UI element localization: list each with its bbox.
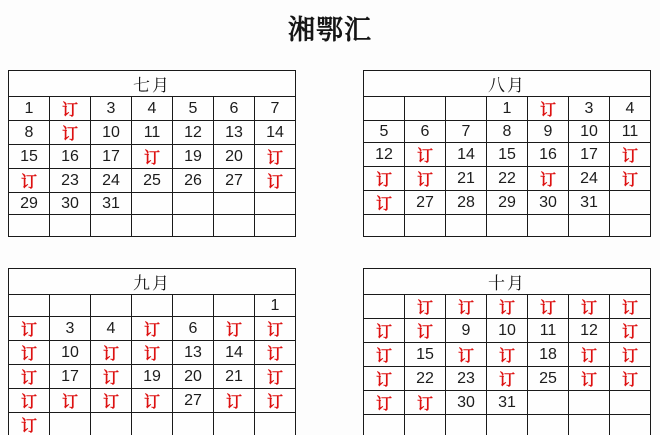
- booked-cell: 订: [405, 167, 446, 191]
- day-cell: 7: [255, 97, 296, 121]
- day-cell: 4: [91, 317, 132, 341]
- empty-cell: [173, 295, 214, 317]
- booked-cell: 订: [255, 169, 296, 193]
- booked-cell: 订: [487, 367, 528, 391]
- calendar-week-row: [364, 167, 651, 191]
- booked-cell: 订: [610, 367, 651, 391]
- day-cell: 27: [214, 169, 255, 193]
- empty-cell: [610, 191, 651, 215]
- booked-cell: 订: [405, 295, 446, 319]
- day-cell: 14: [214, 341, 255, 365]
- booked-cell: 订: [610, 167, 651, 191]
- calendar-week-row: [364, 367, 651, 391]
- booked-cell: 订: [255, 365, 296, 389]
- day-cell: 3: [569, 97, 610, 121]
- calendar-week-row: [9, 145, 296, 169]
- day-cell: 27: [405, 191, 446, 215]
- day-cell: 21: [214, 365, 255, 389]
- day-cell: 22: [405, 367, 446, 391]
- day-cell: 25: [132, 169, 173, 193]
- day-cell: 1: [255, 295, 296, 317]
- day-cell: 29: [9, 193, 50, 215]
- calendar-week-row: [364, 343, 651, 367]
- day-cell: 16: [50, 145, 91, 169]
- empty-cell: [528, 215, 569, 237]
- day-cell: 24: [569, 167, 610, 191]
- calendar-week-row: [364, 391, 651, 415]
- day-cell: 30: [50, 193, 91, 215]
- day-cell: 12: [173, 121, 214, 145]
- booked-cell: 订: [50, 97, 91, 121]
- day-cell: 6: [214, 97, 255, 121]
- booked-cell: 订: [446, 295, 487, 319]
- booked-cell: 订: [132, 341, 173, 365]
- empty-cell: [446, 415, 487, 435]
- booked-cell: 订: [255, 341, 296, 365]
- calendar-week-row: [364, 121, 651, 143]
- day-cell: 22: [487, 167, 528, 191]
- booked-cell: 订: [132, 145, 173, 169]
- day-cell: 27: [173, 389, 214, 413]
- booked-cell: 订: [405, 319, 446, 343]
- day-cell: 9: [528, 121, 569, 143]
- booked-cell: 订: [132, 317, 173, 341]
- empty-cell: [364, 97, 405, 121]
- booked-cell: 订: [487, 295, 528, 319]
- calendar-week-row: [364, 319, 651, 343]
- booked-cell: 订: [569, 343, 610, 367]
- day-cell: 23: [50, 169, 91, 193]
- day-cell: 28: [446, 191, 487, 215]
- empty-cell: [91, 215, 132, 237]
- booked-cell: 订: [610, 295, 651, 319]
- booked-cell: 订: [364, 319, 405, 343]
- calendar-week-row: [9, 295, 296, 317]
- calendar-week-row: [9, 365, 296, 389]
- month-header-row: [364, 71, 651, 97]
- booked-cell: 订: [610, 143, 651, 167]
- empty-cell: [610, 415, 651, 435]
- month-header-row: [364, 269, 651, 295]
- day-cell: 11: [610, 121, 651, 143]
- day-cell: 15: [487, 143, 528, 167]
- empty-cell: [214, 295, 255, 317]
- day-cell: 11: [132, 121, 173, 145]
- empty-cell: [9, 295, 50, 317]
- booked-cell: 订: [569, 367, 610, 391]
- empty-cell: [487, 215, 528, 237]
- booked-cell: 订: [214, 389, 255, 413]
- calendar-week-row: [9, 193, 296, 215]
- month-header-row: [9, 71, 296, 97]
- booked-cell: 订: [50, 121, 91, 145]
- day-cell: 18: [528, 343, 569, 367]
- empty-cell: [364, 295, 405, 319]
- day-cell: 6: [405, 121, 446, 143]
- day-cell: 4: [610, 97, 651, 121]
- day-cell: 13: [173, 341, 214, 365]
- day-cell: 17: [569, 143, 610, 167]
- empty-cell: [132, 215, 173, 237]
- day-cell: 5: [173, 97, 214, 121]
- empty-cell: [91, 295, 132, 317]
- booked-cell: 订: [487, 343, 528, 367]
- booked-cell: 订: [364, 367, 405, 391]
- booked-cell: 订: [9, 389, 50, 413]
- empty-cell: [405, 415, 446, 435]
- empty-cell: [132, 193, 173, 215]
- day-cell: 4: [132, 97, 173, 121]
- calendar-week-row: [364, 143, 651, 167]
- day-cell: 19: [132, 365, 173, 389]
- booked-cell: 订: [364, 191, 405, 215]
- day-cell: 14: [446, 143, 487, 167]
- empty-cell: [214, 193, 255, 215]
- empty-cell: [9, 215, 50, 237]
- calendar-week-row: [364, 215, 651, 237]
- day-cell: 24: [91, 169, 132, 193]
- day-cell: 16: [528, 143, 569, 167]
- month-header-august: 八月: [364, 71, 651, 97]
- day-cell: 5: [364, 121, 405, 143]
- empty-cell: [446, 97, 487, 121]
- day-cell: 1: [487, 97, 528, 121]
- booked-cell: 订: [610, 319, 651, 343]
- empty-cell: [173, 215, 214, 237]
- day-cell: 9: [446, 319, 487, 343]
- day-cell: 15: [405, 343, 446, 367]
- booked-cell: 订: [91, 341, 132, 365]
- day-cell: 31: [569, 191, 610, 215]
- empty-cell: [569, 391, 610, 415]
- booked-cell: 订: [255, 317, 296, 341]
- day-cell: 17: [50, 365, 91, 389]
- day-cell: 30: [446, 391, 487, 415]
- booked-cell: 订: [528, 295, 569, 319]
- empty-cell: [255, 413, 296, 435]
- empty-cell: [528, 415, 569, 435]
- empty-cell: [610, 215, 651, 237]
- booked-cell: 订: [610, 343, 651, 367]
- day-cell: 21: [446, 167, 487, 191]
- month-header-row: [9, 269, 296, 295]
- calendar-week-row: [364, 191, 651, 215]
- calendar-week-row: [9, 97, 296, 121]
- calendar-week-row: [9, 389, 296, 413]
- empty-cell: [214, 215, 255, 237]
- calendar-week-row: [9, 413, 296, 435]
- day-cell: 23: [446, 367, 487, 391]
- empty-cell: [50, 295, 91, 317]
- day-cell: 14: [255, 121, 296, 145]
- booked-cell: 订: [50, 389, 91, 413]
- booked-cell: 订: [446, 343, 487, 367]
- day-cell: 10: [91, 121, 132, 145]
- empty-cell: [173, 193, 214, 215]
- calendar-body-july: [9, 97, 296, 237]
- day-cell: 25: [528, 367, 569, 391]
- day-cell: 10: [50, 341, 91, 365]
- empty-cell: [91, 413, 132, 435]
- booked-cell: 订: [9, 169, 50, 193]
- calendar-body-october: [364, 295, 651, 435]
- empty-cell: [487, 415, 528, 435]
- booked-cell: 订: [569, 295, 610, 319]
- day-cell: 29: [487, 191, 528, 215]
- day-cell: 3: [91, 97, 132, 121]
- day-cell: 8: [9, 121, 50, 145]
- empty-cell: [405, 215, 446, 237]
- page-title: 湘鄂汇: [288, 15, 372, 45]
- day-cell: 19: [173, 145, 214, 169]
- empty-cell: [446, 215, 487, 237]
- day-cell: 1: [9, 97, 50, 121]
- day-cell: 13: [214, 121, 255, 145]
- booked-cell: 订: [214, 317, 255, 341]
- month-header-october: 十月: [364, 269, 651, 295]
- empty-cell: [364, 215, 405, 237]
- booked-cell: 订: [91, 389, 132, 413]
- booked-cell: 订: [405, 143, 446, 167]
- month-header-september: 九月: [9, 269, 296, 295]
- calendar-table-august: [363, 70, 651, 237]
- empty-cell: [50, 413, 91, 435]
- calendar-week-row: [9, 169, 296, 193]
- booked-cell: 订: [9, 413, 50, 435]
- empty-cell: [132, 413, 173, 435]
- booked-cell: 订: [255, 145, 296, 169]
- day-cell: 20: [214, 145, 255, 169]
- calendar-body-august: [364, 97, 651, 237]
- day-cell: 17: [91, 145, 132, 169]
- calendar-table-september: [8, 268, 296, 435]
- empty-cell: [132, 295, 173, 317]
- day-cell: 12: [364, 143, 405, 167]
- day-cell: 26: [173, 169, 214, 193]
- calendar-table-july: [8, 70, 296, 237]
- calendar-week-row: [9, 317, 296, 341]
- booked-cell: 订: [364, 391, 405, 415]
- booked-cell: 订: [9, 317, 50, 341]
- booked-cell: 订: [528, 97, 569, 121]
- calendar-week-row: [9, 215, 296, 237]
- empty-cell: [173, 413, 214, 435]
- booked-cell: 订: [9, 365, 50, 389]
- booked-cell: 订: [255, 389, 296, 413]
- day-cell: 31: [487, 391, 528, 415]
- empty-cell: [255, 193, 296, 215]
- day-cell: 11: [528, 319, 569, 343]
- calendar-week-row: [364, 415, 651, 435]
- booked-cell: 订: [528, 167, 569, 191]
- calendar-body-september: [9, 295, 296, 435]
- booked-cell: 订: [364, 343, 405, 367]
- booked-cell: 订: [132, 389, 173, 413]
- calendar-week-row: [9, 341, 296, 365]
- day-cell: 12: [569, 319, 610, 343]
- day-cell: 10: [487, 319, 528, 343]
- empty-cell: [214, 413, 255, 435]
- booked-cell: 订: [405, 391, 446, 415]
- day-cell: 6: [173, 317, 214, 341]
- day-cell: 30: [528, 191, 569, 215]
- month-header-july: 七月: [9, 71, 296, 97]
- empty-cell: [50, 215, 91, 237]
- day-cell: 10: [569, 121, 610, 143]
- day-cell: 7: [446, 121, 487, 143]
- calendar-week-row: [9, 121, 296, 145]
- empty-cell: [569, 215, 610, 237]
- day-cell: 31: [91, 193, 132, 215]
- day-cell: 15: [9, 145, 50, 169]
- empty-cell: [569, 415, 610, 435]
- booked-cell: 订: [91, 365, 132, 389]
- calendar-week-row: [364, 295, 651, 319]
- empty-cell: [528, 391, 569, 415]
- empty-cell: [364, 415, 405, 435]
- booked-cell: 订: [364, 167, 405, 191]
- empty-cell: [405, 97, 446, 121]
- day-cell: 20: [173, 365, 214, 389]
- empty-cell: [610, 391, 651, 415]
- empty-cell: [255, 215, 296, 237]
- day-cell: 8: [487, 121, 528, 143]
- calendar-week-row: [364, 97, 651, 121]
- booked-cell: 订: [9, 341, 50, 365]
- calendar-table-october: [363, 268, 651, 435]
- day-cell: 3: [50, 317, 91, 341]
